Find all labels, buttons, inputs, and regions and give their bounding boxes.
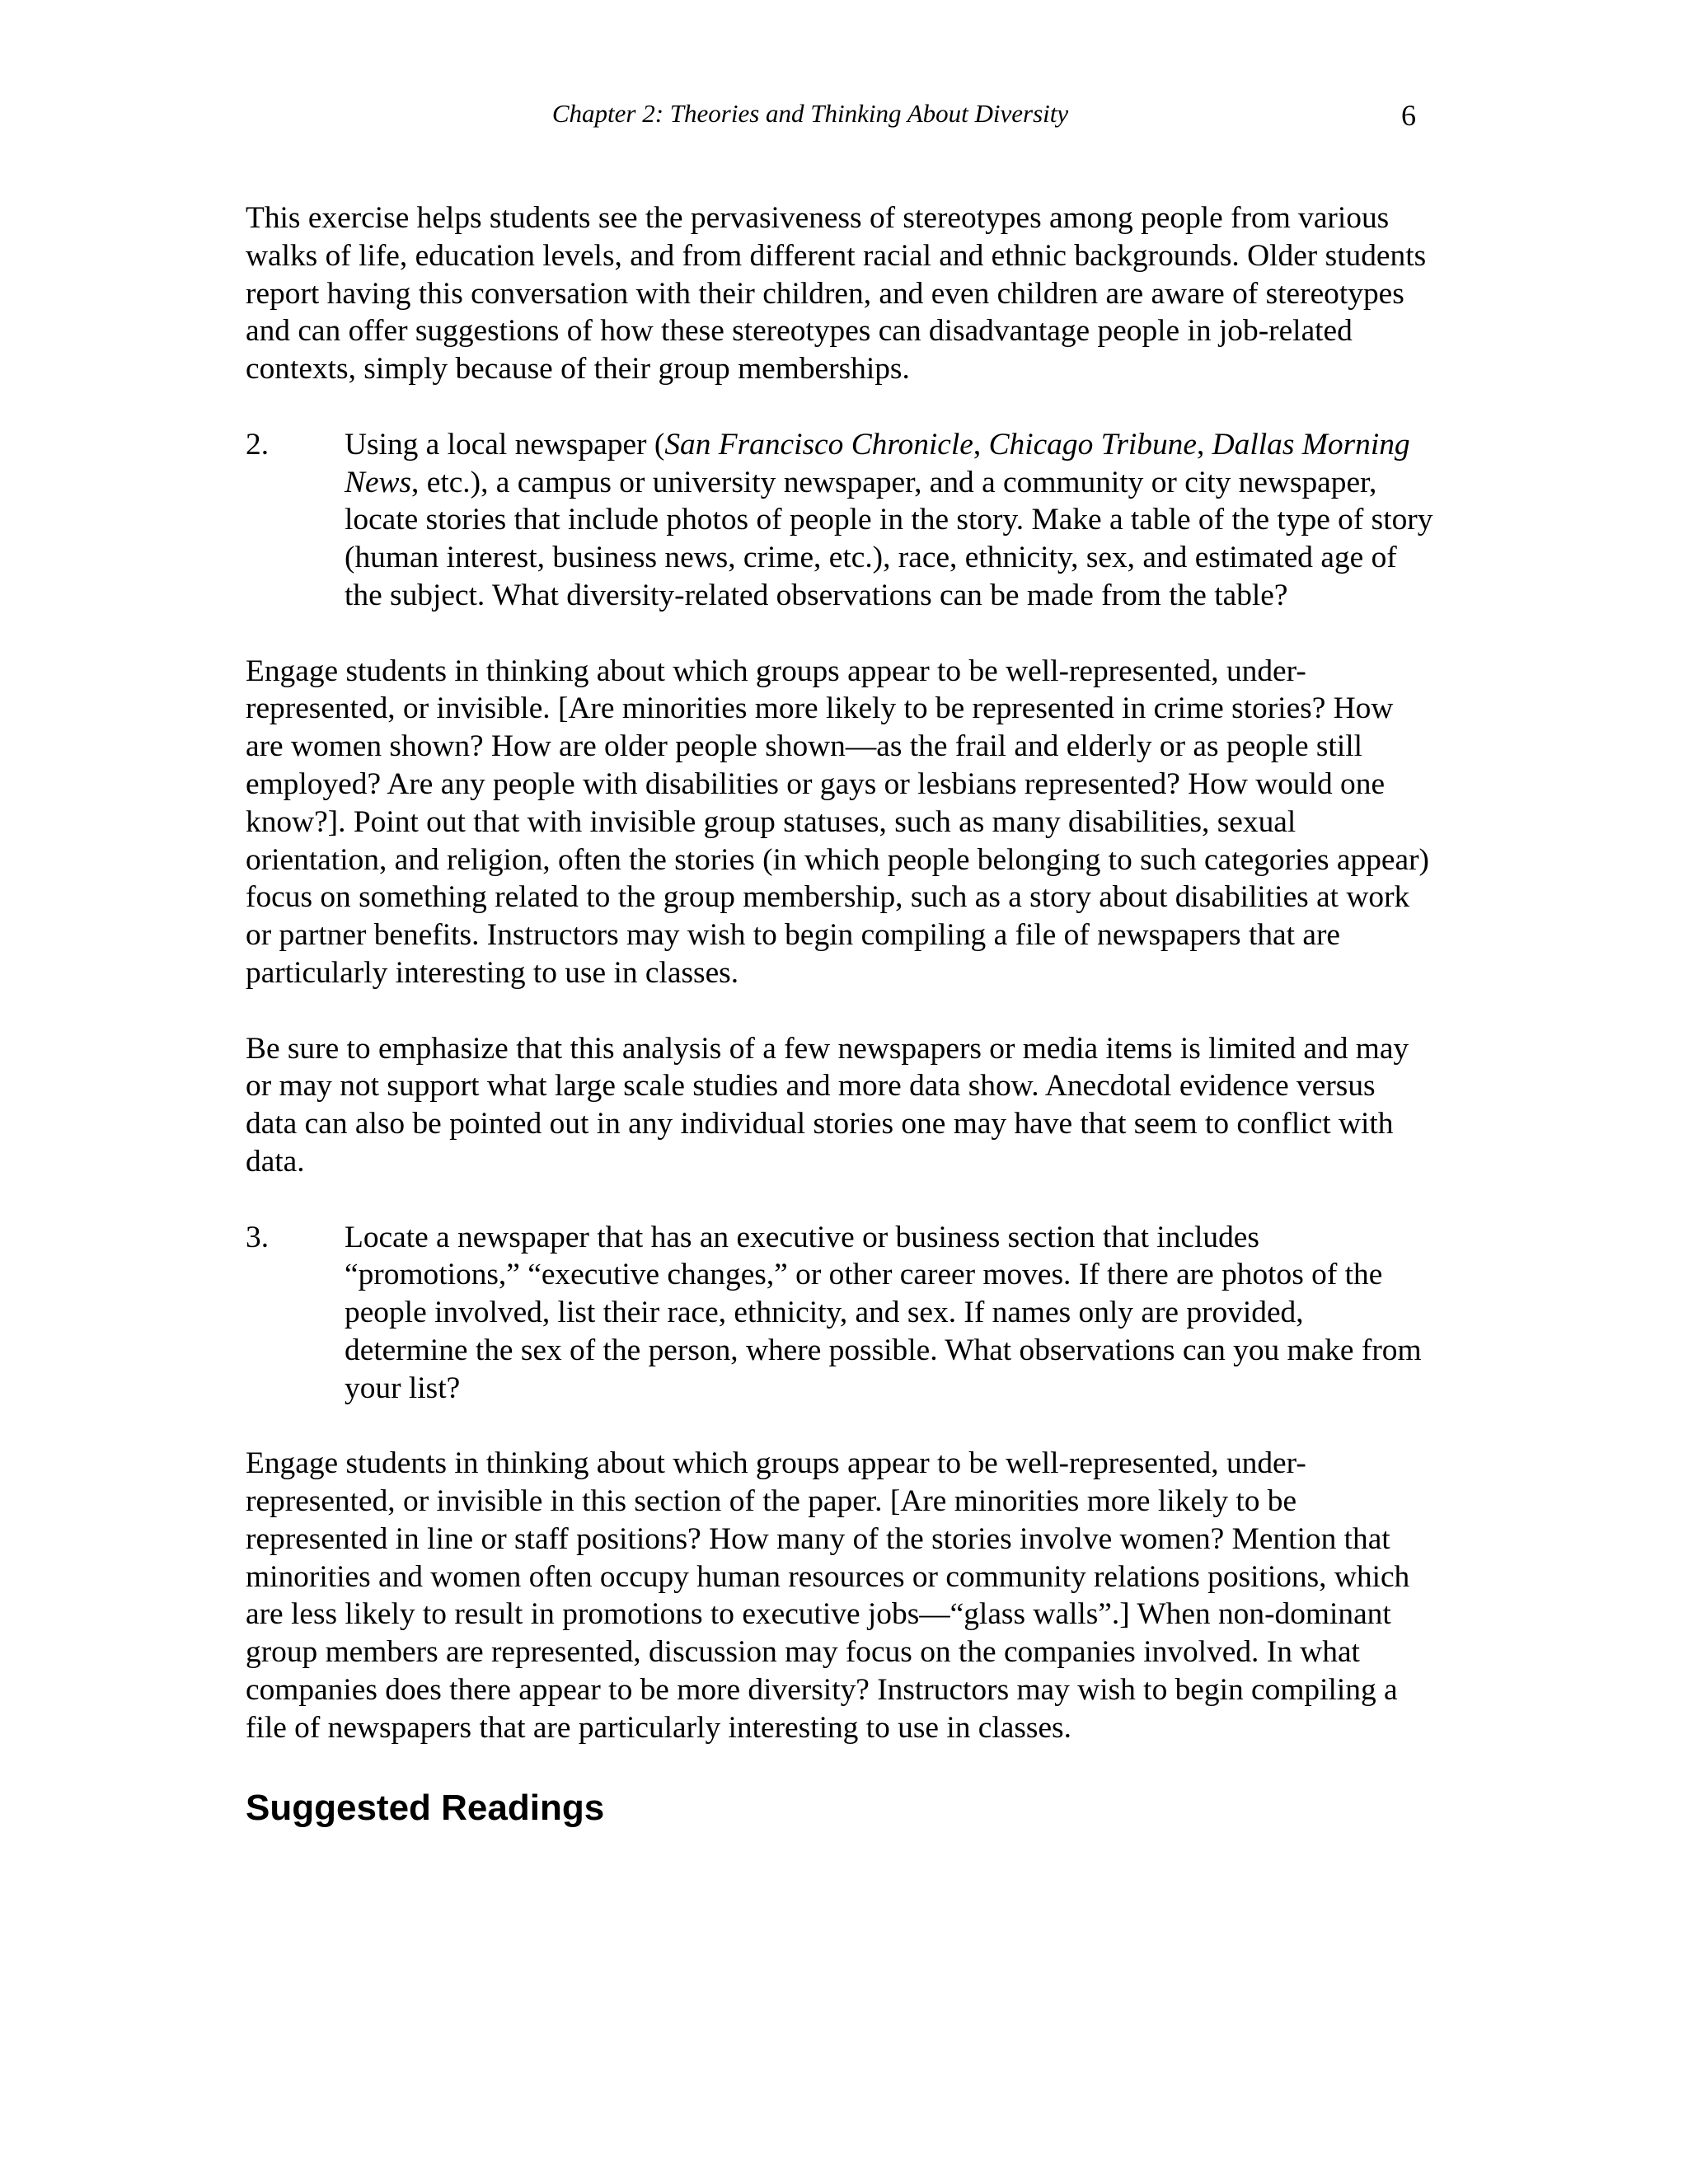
section-heading: Suggested Readings <box>246 1787 605 1828</box>
item-text-separator: , <box>1196 427 1212 462</box>
paragraph-spacer <box>246 1181 1434 1219</box>
paragraph-spacer <box>246 1408 1434 1446</box>
paragraph-stereotypes-exercise: This exercise helps students see the pervasiveness of stereotypes among people from various walks of life, education levels, and from different racial and ethnic backgrounds. Older students report having this conversation with their children, and even children are aware of stereotypes and can offer suggestions of how these stereotypes can disadvantage people in job-related contexts, simply because of their group memberships. <box>246 201 1427 387</box>
paragraph-representation-discussion: Engage students in thinking about which groups appear to be well-represented, under-represented, or invisible. [Are minorities more likely to be represented in crime stories? How are women shown? How are older people shown—as the frail and elderly or as people still employed? Are any people with disabilities or gays or lesbians represented? How would one know?]. Point out that with invisible group statuses, such as many disabilities, sexual orientation, and religion, often the stories (in which people belonging to such categories appear) focus on something related to the group membership, such as a story about disabilities at work or partner benefits. Instructors may wish to begin compiling a file of newspapers that are particularly interesting to use in classes. <box>246 654 1429 990</box>
paragraph-executive-section-discussion: Engage students in thinking about which groups appear to be well-represented, under-represented, or invisible in this section of the paper. [Are minorities more likely to be represented in line or staff positions? How many of the stories involve women? Mention that minorities and women often occupy human resources or community relations positions, which are less likely to result in promotions to executive jobs—“glass walls”.] When non-dominant group members are represented, discussion may focus on the companies involved. In what companies does there appear to be more diversity? Instructors may wish to begin compiling a file of newspapers that are particularly interesting to use in classes. <box>246 1446 1410 1745</box>
list-item-number: 2. <box>246 427 270 462</box>
page-number: 6 <box>1401 99 1416 132</box>
heading-spacer <box>246 1747 1434 1785</box>
running-header: Chapter 2: Theories and Thinking About Diversity <box>551 99 1069 128</box>
list-item-text <box>345 426 1434 615</box>
list-item-3 <box>246 1219 1434 1408</box>
paragraph-spacer <box>246 388 1434 426</box>
list-item-number: 3. <box>246 1220 270 1254</box>
paragraph-limitations: Be sure to emphasize that this analysis of a few newspapers or media items is limited and may or may not support what large scale studies and more data show. Anecdotal evidence versus data can also be pointed out in any individual stories one may have that seem to conflict with data. <box>246 1031 1409 1179</box>
paragraph-spacer <box>246 992 1434 1030</box>
list-item-text: Locate a newspaper that has an executive or business section that includes “promotions,” “executive changes,” or other career moves. If there are photos of the people involved, list their race, ethnicity, and sex. If names only are provided, determine the sex of the person, where possible. What observations can you make from your list? <box>345 1220 1422 1405</box>
item-text-pre: Using a local newspaper ( <box>345 427 665 462</box>
item-text-separator: , <box>973 427 989 462</box>
newspaper-title: Dallas Morning News <box>345 427 1410 499</box>
newspaper-title: Chicago Tribune <box>988 427 1197 462</box>
item-text-post: , etc.), a campus or university newspaper, and a community or city newspaper, locate stories that include photos of people in the story. Make a table of the type of story (human interest, business news, crime, etc.), race, ethnicity, sex, and estimated age of the subject. What diversity-related observations can be made from the table? <box>345 465 1433 612</box>
newspaper-title: San Francisco Chronicle <box>664 427 973 462</box>
list-item-2 <box>246 426 1434 615</box>
paragraph-spacer <box>246 615 1434 653</box>
page-body <box>246 199 1434 1831</box>
